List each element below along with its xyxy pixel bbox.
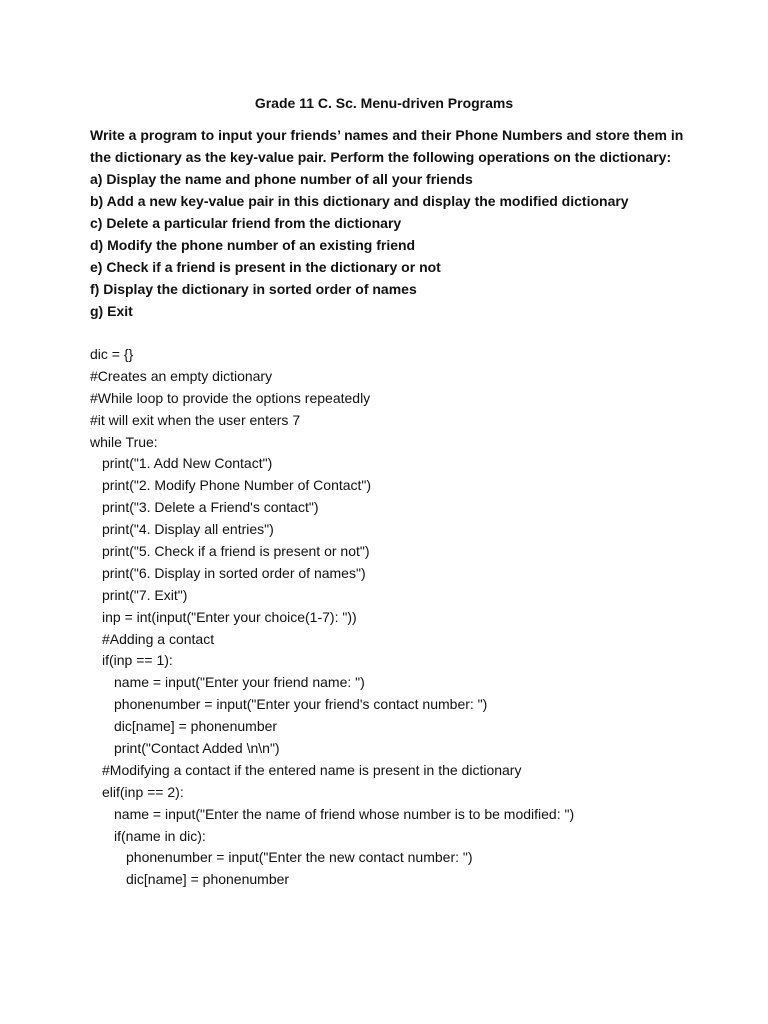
- code-line: phonenumber = input("Enter the new contact number: "): [126, 849, 473, 866]
- code-line: print("6. Display in sorted order of names"): [102, 564, 366, 581]
- code-line: print("5. Check if a friend is present or not"): [102, 543, 370, 560]
- code-block: [90, 344, 690, 891]
- code-line: if(inp == 1):: [102, 652, 173, 669]
- code-line: while True:: [90, 433, 158, 450]
- code-line: print("2. Modify Phone Number of Contact"): [102, 477, 372, 494]
- code-line: print("4. Display all entries"): [102, 521, 274, 538]
- option-item: g) Exit: [90, 303, 133, 319]
- document-content: [90, 124, 690, 891]
- document-title: Grade 11 C. Sc. Menu-driven Programs: [254, 95, 514, 111]
- code-line: #Adding a contact: [102, 630, 215, 647]
- code-line: #Creates an empty dictionary: [90, 367, 273, 384]
- code-line: elif(inp == 2):: [102, 783, 184, 800]
- code-line: name = input("Enter the name of friend whose number is to be modified: "): [114, 805, 575, 822]
- options-list: [90, 168, 690, 322]
- problem-statement: Write a program to input your friends’ names and their Phone Numbers and store them in the dictionary as the key-value pair. Perform the following operations on the dictionary:: [90, 127, 684, 165]
- code-line: inp = int(input("Enter your choice(1-7): ")): [102, 608, 357, 625]
- code-line: print("Contact Added \n\n"): [114, 740, 280, 757]
- code-line: dic[name] = phonenumber: [114, 718, 278, 735]
- code-line: print("1. Add New Contact"): [102, 455, 273, 472]
- code-line: name = input("Enter your friend name: "): [114, 674, 365, 691]
- option-item: e) Check if a friend is present in the dictionary or not: [90, 259, 441, 275]
- code-line: phonenumber = input("Enter your friend's contact number: "): [114, 696, 488, 713]
- code-line: dic[name] = phonenumber: [126, 871, 290, 888]
- code-line: if(name in dic):: [114, 827, 206, 844]
- code-line: print("7. Exit"): [102, 586, 188, 603]
- code-line: #Modifying a contact if the entered name is present in the dictionary: [102, 761, 522, 778]
- code-line: #While loop to provide the options repeatedly: [90, 389, 371, 406]
- code-line: #it will exit when the user enters 7: [90, 411, 301, 428]
- option-item: f) Display the dictionary in sorted order of names: [90, 281, 417, 297]
- option-item: b) Add a new key-value pair in this dictionary and display the modified dictionary: [90, 193, 629, 209]
- code-line: dic = {}: [90, 346, 134, 362]
- option-item: c) Delete a particular friend from the dictionary: [90, 215, 402, 231]
- option-item: a) Display the name and phone number of all your friends: [90, 171, 473, 187]
- code-line: print("3. Delete a Friend's contact"): [102, 499, 319, 516]
- option-item: d) Modify the phone number of an existing friend: [90, 237, 416, 253]
